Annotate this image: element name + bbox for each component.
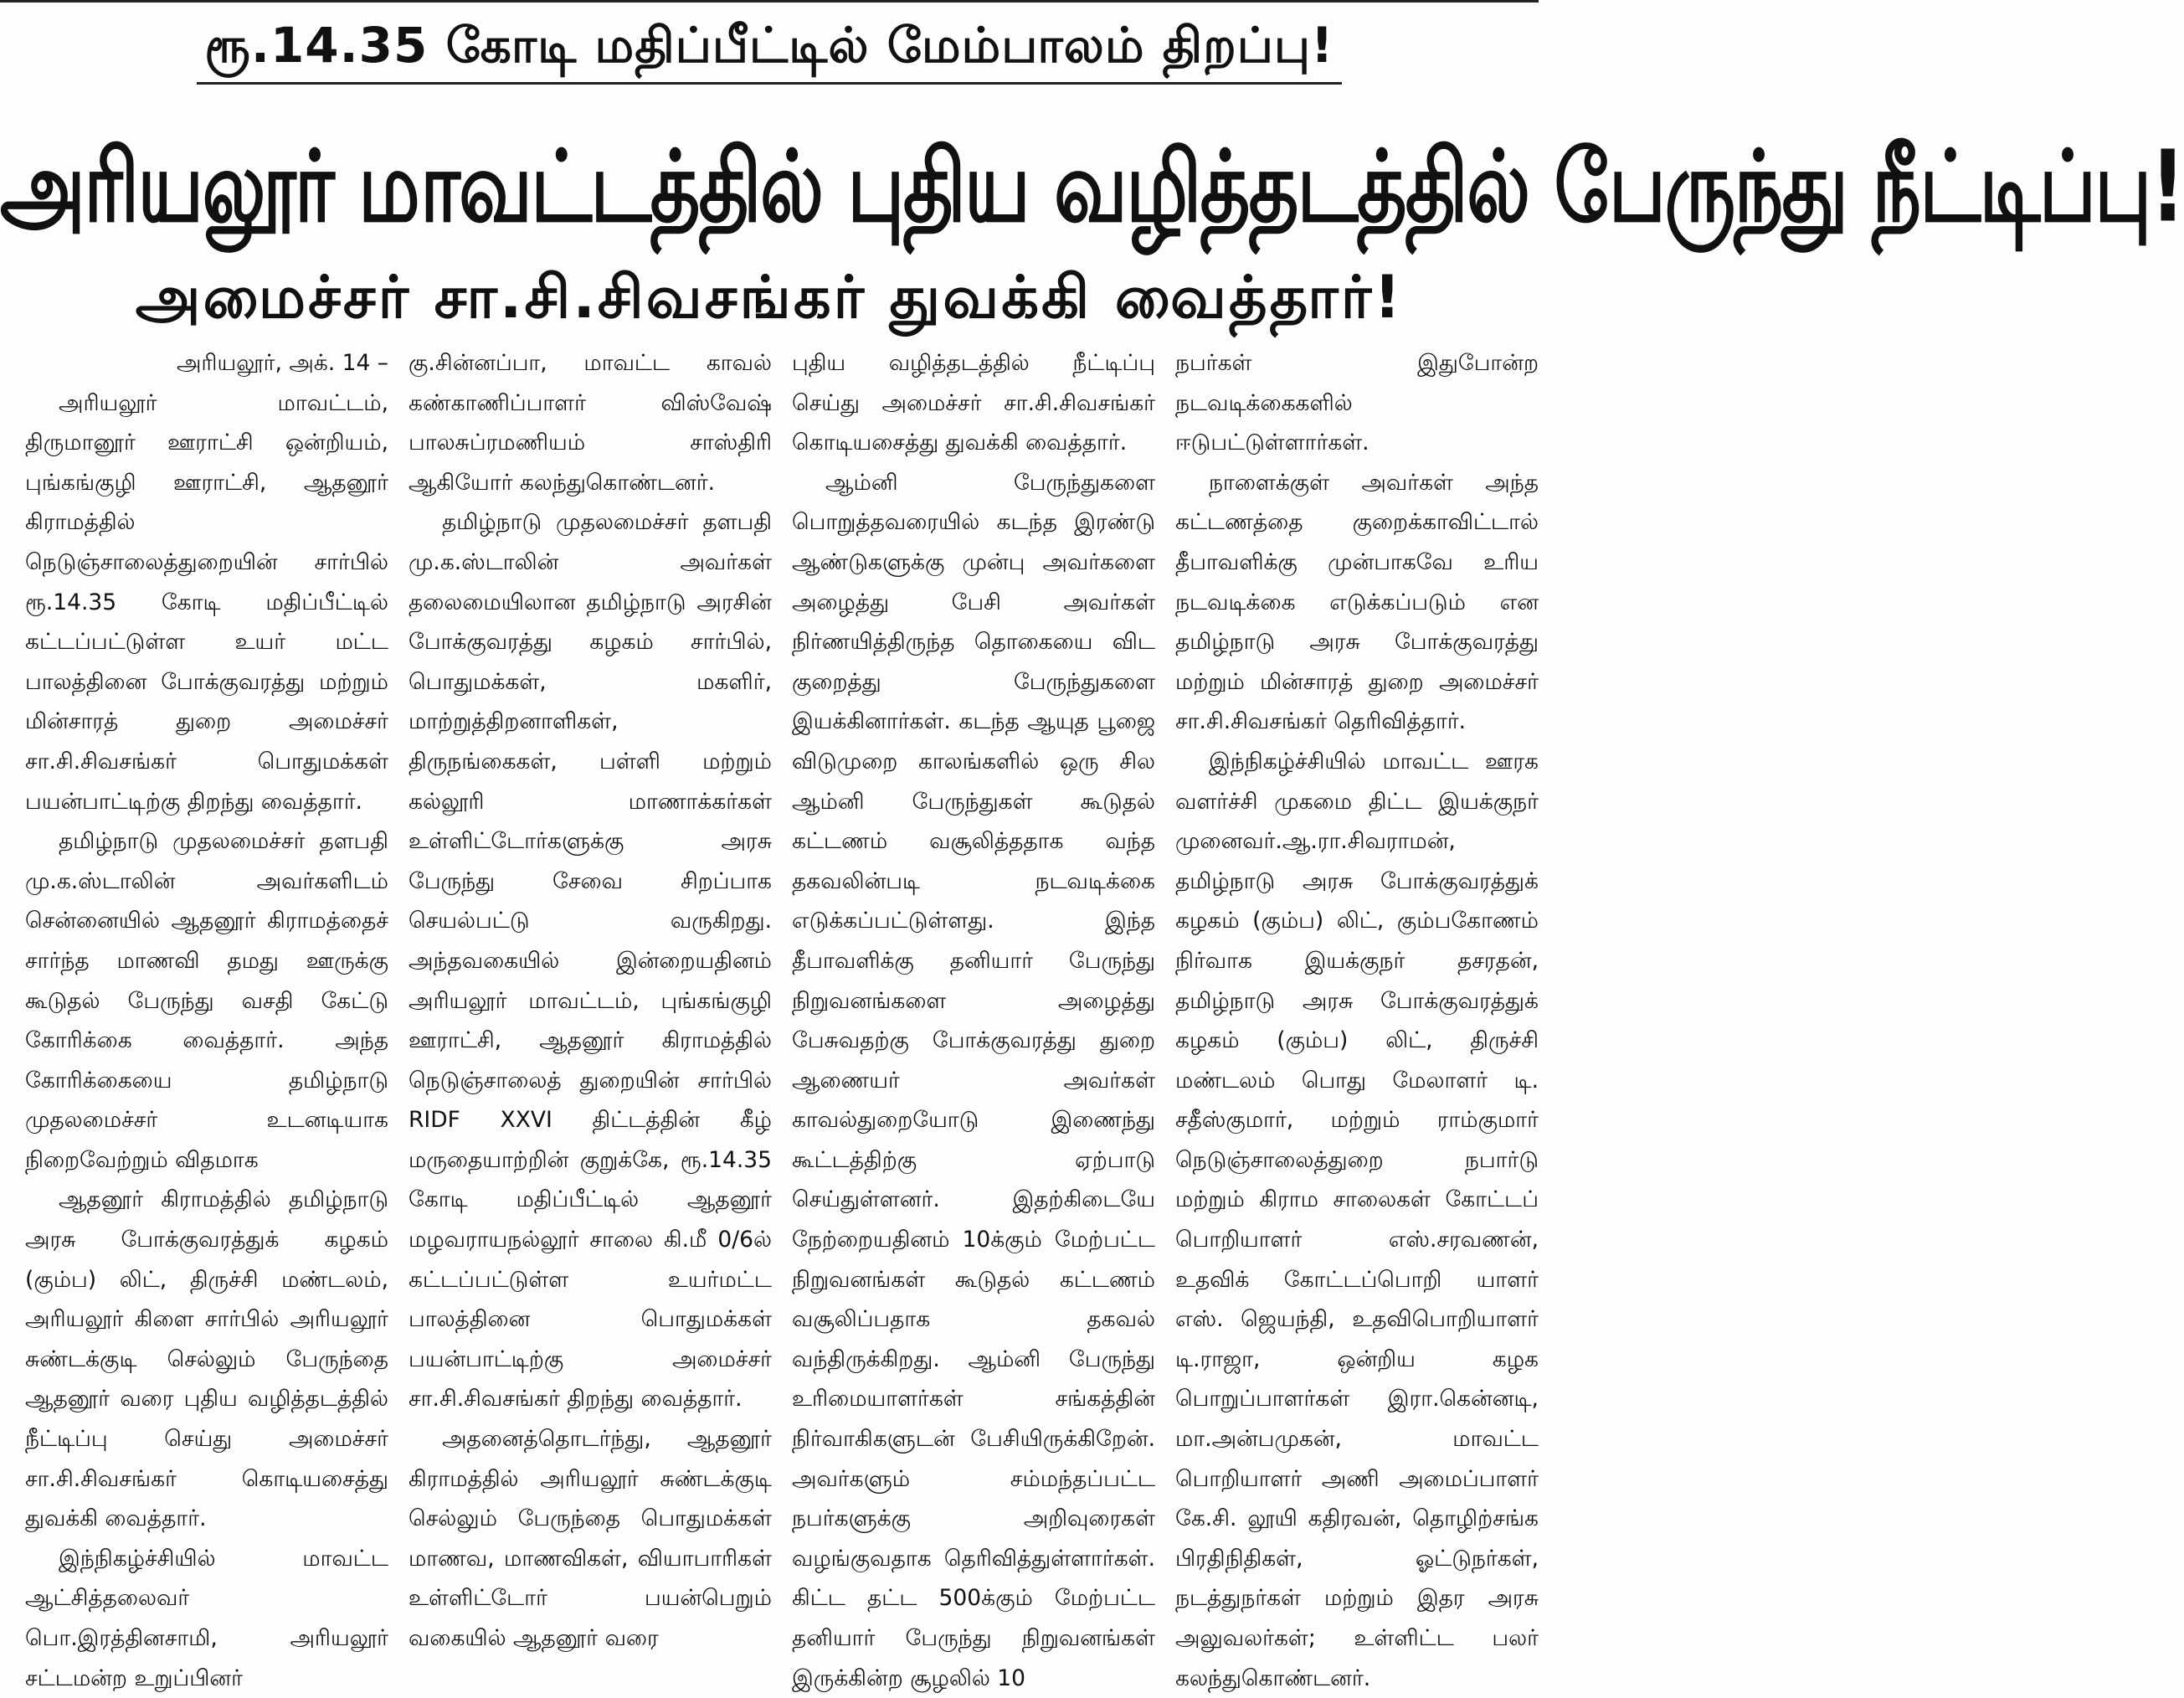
paragraph: நபர்கள் இதுபோன்ற நடவடிக்கைகளில் ஈடுபட்டுள்ளார்கள்.	[1175, 350, 1539, 456]
paragraph: அதனைத்தொடர்ந்து, ஆதனூர் கிராமத்தில் அரியலூர் சுண்டக்குடி செல்லும் பேருந்தை பொதுமக்கள் மாணவ, மாணவிகள், வியாபாரிகள் உள்ளிட்டோர் பயன்பெறும் வகையில் ஆதனூர் வரை	[409, 1426, 772, 1651]
paragraph: புதிய வழித்தடத்தில் நீட்டிப்பு செய்து அமைச்சர் சா.சி.சிவசங்கர் கொடியசைத்து துவக்கி வைத்தார்.	[792, 350, 1155, 456]
paragraph: தமிழ்நாடு முதலமைச்சர் தளபதி மு.க.ஸ்டாலின் அவர்கள் தலைமையிலான தமிழ்நாடு அரசின் போக்குவரத்து கழகம் சார்பில், பொதுமக்கள், மகளிர், மாற்றுத்திறனாளிகள், திருநங்கைகள், பள்ளி மற்றும் கல்லூரி மாணாக்கர்கள் உள்ளிட்டோர்களுக்கு அரசு பேருந்து சேவை சிறப்பாக செயல்பட்டு வருகிறது. அந்தவகையில் இன்றையதினம் அரியலூர் மாவட்டம், புங்கங்குழி ஊராட்சி, ஆதனூர் கிராமத்தில் நெடுஞ்சாலைத் துறையின் சார்பில் RIDF XXVI திட்டத்தின் கீழ் மருதையாற்றின் குறுக்கே, ரூ.14.35 கோடி மதிப்பீட்டில் ஆதனூர் மழவராயநல்லூர் சாலை கி.மீ 0/6ல் கட்டப்பட்டுள்ள உயர்மட்ட பாலத்தினை பொதுமக்கள் பயன்பாட்டிற்கு அமைச்சர் சா.சி.சிவசங்கர் திறந்து வைத்தார்.	[409, 509, 772, 1412]
sub-headline: அமைச்சர் சா.சி.சிவசங்கர் துவக்கி வைத்தார்!	[135, 263, 1404, 332]
main-headline: அரியலூர் மாவட்டத்தில் புதிய வழித்தடத்தில் பேருந்து நீட்டிப்பு!	[0, 129, 2184, 244]
top-rule	[0, 0, 1539, 3]
article-column-3	[792, 343, 1155, 1691]
paragraph: நாளைக்குள் அவர்கள் அந்த கட்டணத்தை குறைக்காவிட்டால் தீபாவளிக்கு முன்பாகவே உரிய நடவடிக்கை எடுக்கப்படும் என தமிழ்நாடு அரசு போக்குவரத்து மற்றும் மின்சாரத் துறை அமைச்சர் சா.சி.சிவசங்கர் தெரிவித்தார்.	[1175, 469, 1539, 735]
article-column-1	[25, 343, 388, 1691]
paragraph: இந்நிகழ்ச்சியில் மாவட்ட ஆட்சித்தலைவர் பொ.இரத்தினசாமி, அரியலூர் சட்டமன்ற உறுப்பினர்	[25, 1545, 388, 1691]
paragraph: ஆம்னி பேருந்துகளை பொறுத்தவரையில் கடந்த இரண்டு ஆண்டுகளுக்கு முன்பு அவர்களை அழைத்து பேசி அவர்கள் நிர்ணயித்திருந்த தொகையை விட குறைத்து பேருந்துகளை இயக்கினார்கள். கடந்த ஆயுத பூஜை விடுமுறை காலங்களில் ஒரு சில ஆம்னி பேருந்துகள் கூடுதல் கட்டணம் வசூலித்ததாக வந்த தகவலின்படி நடவடிக்கை எடுக்கப்பட்டுள்ளது. இந்த தீபாவளிக்கு தனியார் பேருந்து நிறுவனங்களை அழைத்து பேசுவதற்கு போக்குவரத்து துறை ஆணையர் அவர்கள் காவல்துறையோடு இணைந்து கூட்டத்திற்கு ஏற்பாடு செய்துள்ளனர். இதற்கிடையே நேற்றையதினம் 10க்கும் மேற்பட்ட நிறுவனங்கள் கூடுதல் கட்டணம் வசூலிப்பதாக தகவல் வந்திருக்கிறது. ஆம்னி பேருந்து உரிமையாளர்கள் சங்கத்தின் நிர்வாகிகளுடன் பேசியிருக்கிறேன். அவர்களும் சம்மந்தப்பட்ட நபர்களுக்கு அறிவுரைகள் வழங்குவதாக தெரிவித்துள்ளார்கள். கிட்ட தட்ட 500க்கும் மேற்பட்ட தனியார் பேருந்து நிறுவனங்கள் இருக்கின்ற சூழலில் 10	[792, 469, 1155, 1691]
article-column-4	[1175, 343, 1539, 1691]
paragraph: ஆதனூர் கிராமத்தில் தமிழ்நாடு அரசு போக்குவரத்துக் கழகம் (கும்ப) லிட், திருச்சி மண்டலம், அரியலூர் கிளை சார்பில் அரியலூர் சுண்டக்குடி செல்லும் பேருந்தை ஆதனூர் வரை புதிய வழித்தடத்தில் நீட்டிப்பு செய்து அமைச்சர் சா.சி.சிவசங்கர் கொடியசைத்து துவக்கி வைத்தார்.	[25, 1186, 388, 1532]
kicker-headline	[0, 12, 1539, 85]
paragraph: கு.சின்னப்பா, மாவட்ட காவல் கண்காணிப்பாளர் விஸ்வேஷ் பாலசுப்ரமணியம் சாஸ்திரி ஆகியோர் கலந்துகொண்டனர்.	[409, 350, 772, 496]
kicker-text: ரூ.14.35 கோடி மதிப்பீட்டில் மேம்பாலம் திறப்பு!	[197, 12, 1343, 85]
paragraph: அரியலூர் மாவட்டம், திருமானூர் ஊராட்சி ஒன்றியம், புங்கங்குழி ஊராட்சி, ஆதனூர் கிராமத்தில் நெடுஞ்சாலைத்துறையின் சார்பில் ரூ.14.35 கோடி மதிப்பீட்டில் கட்டப்பட்டுள்ள உயர் மட்ட பாலத்தினை போக்குவரத்து மற்றும் மின்சாரத் துறை அமைச்சர் சா.சி.சிவசங்கர் பொதுமக்கள் பயன்பாட்டிற்கு திறந்து வைத்தார்.	[25, 389, 388, 815]
dateline: அரியலூர், அக். 14 –	[176, 350, 388, 376]
article-body	[25, 343, 1539, 1691]
article-column-2	[409, 343, 772, 1649]
paragraph: இந்நிகழ்ச்சியில் மாவட்ட ஊரக வளர்ச்சி முகமை திட்ட இயக்குநர் முனைவர்.ஆ.ரா.சிவராமன், தமிழ்நாடு அரசு போக்குவரத்துக் கழகம் (கும்ப) லிட், கும்பகோணம் நிர்வாக இயக்குநர் தசரதன், தமிழ்நாடு அரசு போக்குவரத்துக் கழகம் (கும்ப) லிட், திருச்சி மண்டலம் பொது மேலாளர் டி. சதீஸ்குமார், மற்றும் ராம்குமார் நெடுஞ்சாலைத்துறை நபார்டு மற்றும் கிராம சாலைகள் கோட்டப் பொறியாளர் எஸ்.சரவணன், உதவிக் கோட்டப்பொறி யாளர் எஸ். ஜெயந்தி, உதவிபொறியாளர் டி.ராஜா, ஒன்றிய கழக பொறுப்பாளர்கள் இரா.கென்னடி, மா.அன்பமுகன், மாவட்ட பொறியாளர் அணி அமைப்பாளர் கே.சி. லூயி கதிரவன், தொழிற்சங்க பிரதிநிதிகள், ஓட்டுநர்கள், நடத்துநர்கள் மற்றும் இதர அரசு அலுவலர்கள்; உள்ளிட்ட பலர் கலந்துகொண்டனர்.	[1175, 748, 1539, 1691]
paragraph: தமிழ்நாடு முதலமைச்சர் தளபதி மு.க.ஸ்டாலின் அவர்களிடம் சென்னையில் ஆதனூர் கிராமத்தைச் சார்ந்த மாணவி தமது ஊருக்கு கூடுதல் பேருந்து வசதி கேட்டு கோரிக்கை வைத்தார். அந்த கோரிக்கையை தமிழ்நாடு முதலமைச்சர் உடனடியாக நிறைவேற்றும் விதமாக	[25, 828, 388, 1173]
